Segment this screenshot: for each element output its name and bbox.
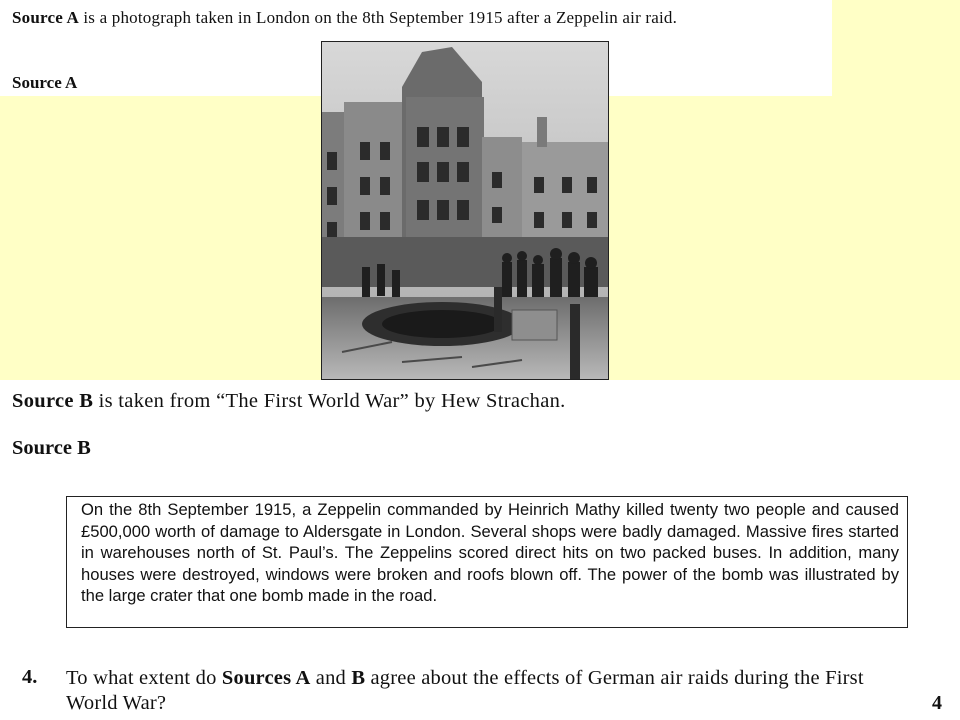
highlight-band-top [832, 0, 960, 96]
question-marks: 4 [932, 692, 942, 714]
question-number: 4. [22, 666, 38, 688]
source-a-photograph [321, 41, 609, 380]
source-b-heading: Source B [12, 437, 91, 459]
source-b-intro: Source B is taken from “The First World War” by Hew Strachan. [12, 390, 566, 412]
question-text: To what extent do Sources A and B agree about the effects of German air raids during the First World War? [66, 667, 864, 714]
bomb-damage-street-photo [322, 42, 608, 379]
source-a-intro: Source A is a photograph taken in London on the 8th September 1915 after a Zeppelin air raid. [12, 8, 678, 27]
source-b-quote: On the 8th September 1915, a Zeppelin commanded by Heinrich Mathy killed twenty two people and caused £500,000 worth of damage to Aldersgate in London. Several shops were badly damaged. Massive fires started in warehouses north of St. Paul’s. The Zeppelins scored direct hits on two packed buses. In addition, many houses were destroyed, windows were broken and roofs blown off. The power of the bomb was illustrated by the large crater that one bomb made in the road. [66, 496, 908, 628]
source-a-heading: Source A [12, 73, 78, 92]
